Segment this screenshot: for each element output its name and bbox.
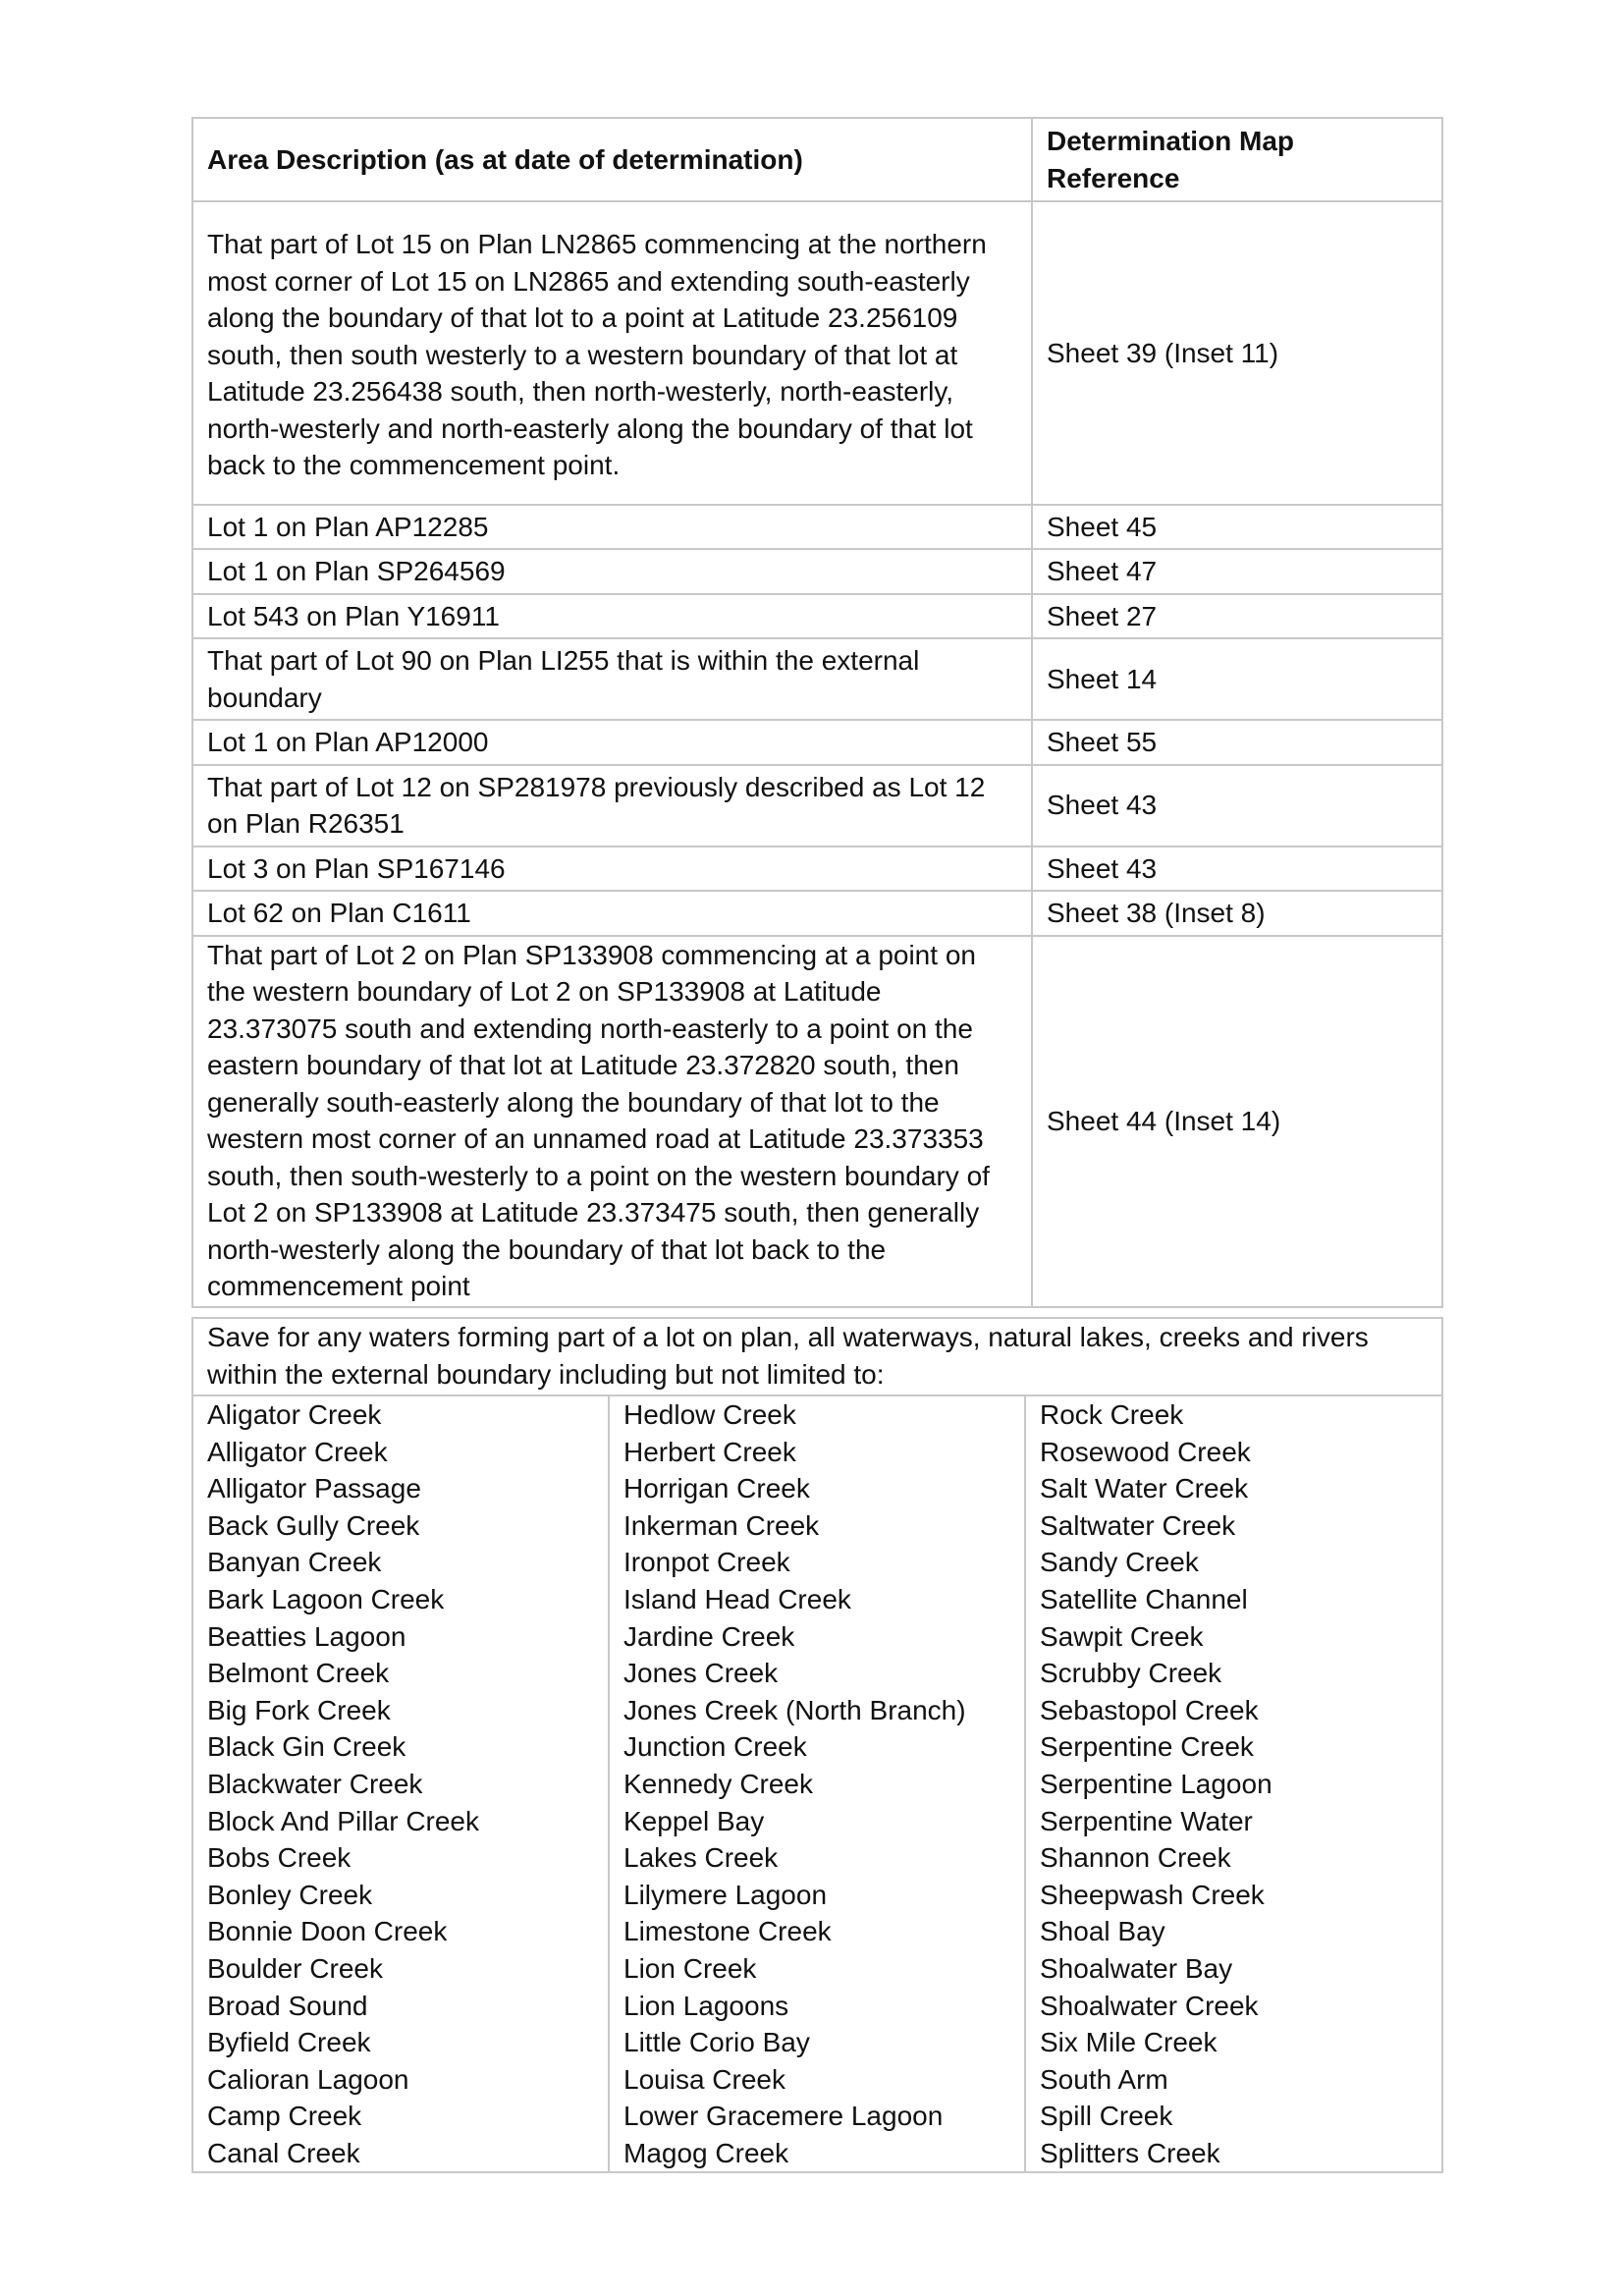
table-row [192, 201, 1442, 505]
map-reference-cell: Sheet 44 (Inset 14) [1032, 936, 1442, 1307]
table-header-row [192, 118, 1442, 201]
area-description-cell: Lot 62 on Plan C1611 [192, 891, 1032, 936]
waterway-name: Shoal Bay [1040, 1916, 1165, 1947]
area-description-cell: That part of Lot 12 on SP281978 previously described as Lot 12 on Plan R26351 [192, 765, 1032, 847]
waterway-name: Back Gully Creek [207, 1509, 420, 1541]
waterway-name: Scrubby Creek [1040, 1658, 1222, 1689]
waterway-name: Sebastopol Creek [1040, 1694, 1259, 1725]
table-row [192, 765, 1442, 847]
table-row [192, 638, 1442, 720]
waterways-intro-text: Save for any waters forming part of a lot on plan, all waterways, natural lakes, creeks and rivers within the external boundary including but not limited to: [192, 1318, 1442, 1395]
waterway-name: Kennedy Creek [623, 1768, 814, 1799]
waterway-name: Beatties Lagoon [207, 1620, 406, 1652]
waterway-name: Junction Creek [623, 1731, 807, 1763]
waterway-name: Broad Sound [207, 1990, 368, 2021]
map-reference-cell: Sheet 39 (Inset 11) [1032, 201, 1442, 505]
area-description-cell: Lot 3 on Plan SP167146 [192, 847, 1032, 892]
area-description-table [191, 117, 1443, 1308]
waterway-name: Bark Lagoon Creek [207, 1583, 445, 1614]
waterway-name: Belmont Creek [207, 1658, 390, 1689]
area-table-body [192, 118, 1442, 1307]
map-reference-cell: Sheet 38 (Inset 8) [1032, 891, 1442, 936]
table-row [192, 891, 1442, 936]
waterway-name: Keppel Bay [623, 1805, 765, 1836]
waterway-name: Boulder Creek [207, 1952, 383, 1984]
waterway-name: Bobs Creek [207, 1842, 352, 1874]
waterway-name: Sandy Creek [1040, 1547, 1199, 1578]
waterway-name: Serpentine Lagoon [1040, 1768, 1272, 1799]
area-description-cell: Lot 1 on Plan AP12000 [192, 720, 1032, 765]
waterway-name: Lion Creek [623, 1952, 757, 1984]
map-reference-cell: Sheet 55 [1032, 720, 1442, 765]
waterways-names-row [192, 1395, 1442, 2172]
map-reference-cell: Sheet 43 [1032, 765, 1442, 847]
waterway-name: Rosewood Creek [1040, 1436, 1251, 1467]
map-reference-cell: Sheet 27 [1032, 594, 1442, 639]
waterway-name: Alligator Passage [207, 1473, 421, 1504]
area-description-cell: Lot 1 on Plan SP264569 [192, 549, 1032, 594]
waterways-table-body [192, 1318, 1442, 2172]
header-map-reference: Determination Map Reference [1032, 118, 1442, 201]
map-reference-cell: Sheet 43 [1032, 847, 1442, 892]
waterway-name: Calioran Lagoon [207, 2063, 409, 2095]
map-reference-cell: Sheet 14 [1032, 638, 1442, 720]
area-description-cell: Lot 543 on Plan Y16911 [192, 594, 1032, 639]
waterway-name: Lilymere Lagoon [623, 1879, 828, 1910]
table-row [192, 720, 1442, 765]
waterways-table [191, 1317, 1443, 2173]
waterway-name: Shannon Creek [1040, 1842, 1231, 1874]
waterway-name: Six Mile Creek [1040, 2027, 1218, 2058]
waterway-name: Herbert Creek [623, 1436, 796, 1467]
waterway-name: Alligator Creek [207, 1436, 388, 1467]
waterway-name: Camp Creek [207, 2101, 362, 2132]
waterways-column-2 [609, 1395, 1025, 2172]
waterway-name: Byfield Creek [207, 2027, 371, 2058]
header-area-description: Area Description (as at date of determination) [192, 118, 1032, 201]
waterway-name: Rock Creek [1040, 1399, 1184, 1430]
table-row [192, 505, 1442, 550]
waterway-name: Louisa Creek [623, 2063, 785, 2095]
waterway-name: Satellite Channel [1040, 1583, 1248, 1614]
waterways-column-3 [1025, 1395, 1442, 2172]
waterways-intro-row [192, 1318, 1442, 1395]
area-description-cell: That part of Lot 2 on Plan SP133908 commencing at a point on the western boundary of Lot 2 on SP133908 at Latitude 23.373075 south and extending north-easterly to a point on the eastern boundary of that lot at Latitude 23.372820 south, then generally south-easterly along the boundary of that lot to the western most corner of an unnamed road at Latitude 23.373353 south, then south-westerly to a point on the western boundary of Lot 2 on SP133908 at Latitude 23.373475 south, then generally north-westerly along the boundary of that lot back to the commencement point [192, 936, 1032, 1307]
waterway-name: Ironpot Creek [623, 1547, 790, 1578]
area-description-cell: That part of Lot 90 on Plan LI255 that is within the external boundary [192, 638, 1032, 720]
waterway-name: Shoalwater Creek [1040, 1990, 1259, 2021]
waterway-name: Serpentine Creek [1040, 1731, 1254, 1763]
waterway-name: Magog Creek [623, 2137, 789, 2168]
waterway-name: Hedlow Creek [623, 1399, 796, 1430]
map-reference-cell: Sheet 45 [1032, 505, 1442, 550]
waterway-name: Jones Creek (North Branch) [623, 1694, 966, 1725]
table-row [192, 549, 1442, 594]
waterway-name: Bonley Creek [207, 1879, 373, 1910]
table-row [192, 594, 1442, 639]
waterway-name: Lower Gracemere Lagoon [623, 2101, 944, 2132]
waterway-name: Serpentine Water [1040, 1805, 1253, 1836]
waterway-name: Shoalwater Bay [1040, 1952, 1233, 1984]
waterway-name: Aligator Creek [207, 1399, 382, 1430]
waterway-name: Canal Creek [207, 2137, 360, 2168]
waterway-name: Splitters Creek [1040, 2137, 1220, 2168]
waterway-name: Sheepwash Creek [1040, 1879, 1265, 1910]
waterway-name: Salt Water Creek [1040, 1473, 1249, 1504]
waterway-name: Blackwater Creek [207, 1768, 423, 1799]
waterway-name: Banyan Creek [207, 1547, 382, 1578]
waterway-name: Horrigan Creek [623, 1473, 810, 1504]
waterway-name: Saltwater Creek [1040, 1509, 1236, 1541]
waterway-name: Spill Creek [1040, 2101, 1173, 2132]
waterway-name: Block And Pillar Creek [207, 1805, 480, 1836]
waterway-name: South Arm [1040, 2063, 1168, 2095]
waterway-name: Lion Lagoons [623, 1990, 789, 2021]
waterway-name: Limestone Creek [623, 1916, 832, 1947]
waterway-name: Lakes Creek [623, 1842, 779, 1874]
area-description-cell: That part of Lot 15 on Plan LN2865 commencing at the northern most corner of Lot 15 on LN2865 and extending south-easterly along the boundary of that lot to a point at Latitude 23.256109 south, then south westerly to a western boundary of that lot at Latitude 23.256438 south, then north-westerly, north-easterly, north-westerly and north-easterly along the boundary of that lot back to the commencement point. [192, 201, 1032, 505]
waterway-name: Bonnie Doon Creek [207, 1916, 448, 1947]
waterway-name: Sawpit Creek [1040, 1620, 1204, 1652]
area-description-cell: Lot 1 on Plan AP12285 [192, 505, 1032, 550]
table-row [192, 936, 1442, 1307]
waterway-name: Jardine Creek [623, 1620, 795, 1652]
table-row [192, 847, 1442, 892]
waterway-name: Jones Creek [623, 1658, 779, 1689]
map-reference-cell: Sheet 47 [1032, 549, 1442, 594]
waterway-name: Big Fork Creek [207, 1694, 391, 1725]
waterway-name: Black Gin Creek [207, 1731, 406, 1763]
waterways-column-1 [192, 1395, 609, 2172]
waterway-name: Inkerman Creek [623, 1509, 820, 1541]
waterway-name: Little Corio Bay [623, 2027, 810, 2058]
waterway-name: Island Head Creek [623, 1583, 851, 1614]
